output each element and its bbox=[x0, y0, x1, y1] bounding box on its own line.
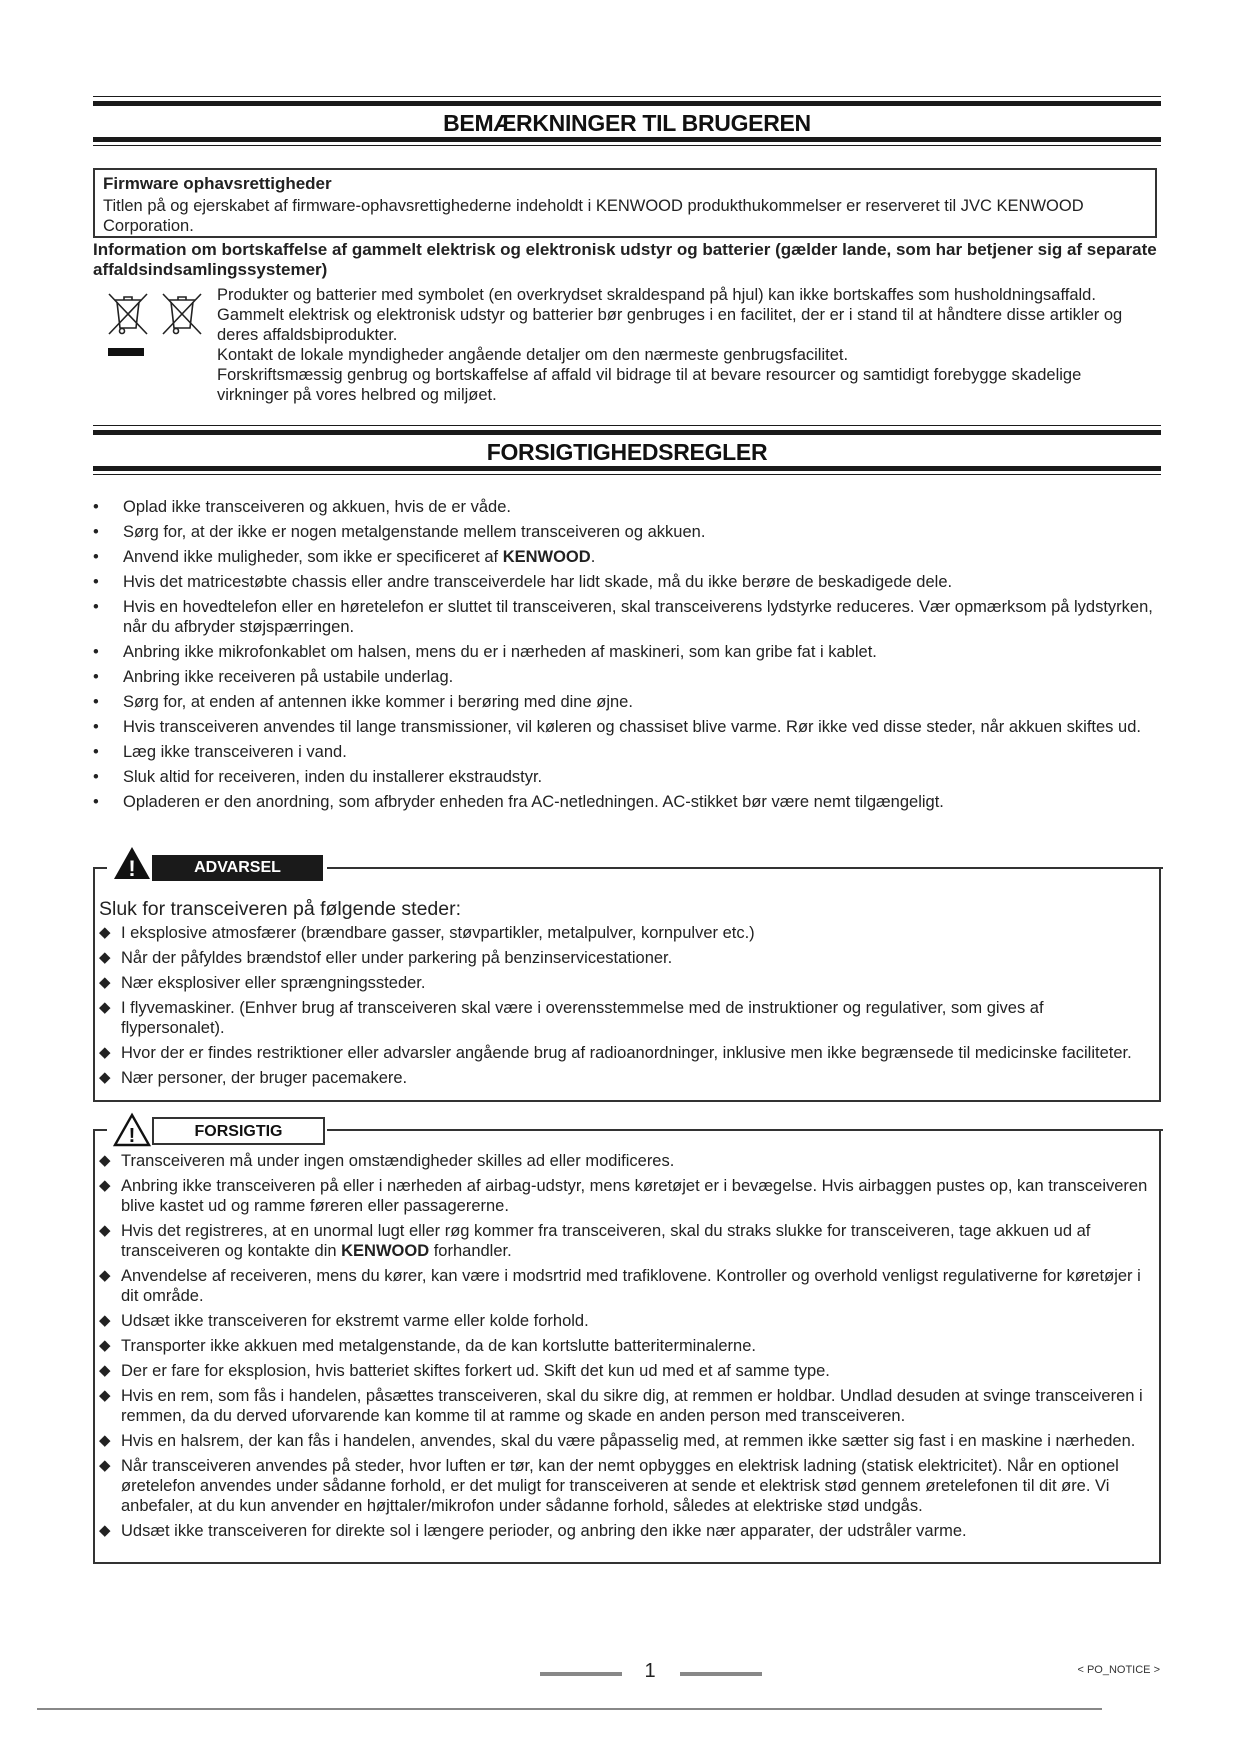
warning-triangle-icon bbox=[112, 845, 152, 881]
list-item bbox=[93, 717, 1161, 737]
bullet-symbol: • bbox=[93, 523, 99, 541]
list-item bbox=[99, 1068, 1149, 1088]
list-item bbox=[93, 742, 1161, 762]
diamond-bullet: ◆ bbox=[99, 1337, 111, 1354]
list-item bbox=[93, 767, 1161, 787]
caution-glyph: ! bbox=[128, 1125, 136, 1147]
warning-box-top-left bbox=[93, 867, 107, 869]
list-item-text: Oplad ikke transceiveren og akkuen, hvis de er våde. bbox=[123, 498, 511, 516]
list-item-text: Udsæt ikke transceiveren for direkte sol i længere perioder, og anbring den ikke nær apparater, der udstråler varme. bbox=[121, 1522, 967, 1540]
brand-name: KENWOOD bbox=[502, 548, 591, 566]
disposal-body bbox=[217, 285, 1157, 405]
warning-content bbox=[99, 897, 1149, 1093]
disposal-title: Information om bortskaffelse af gammelt elektrisk og elektronisk udstyr og batterier (gælder lande, som har betjener sig af separate affaldsindsamlingssystemer) bbox=[93, 240, 1157, 279]
list-item bbox=[99, 1386, 1149, 1426]
diamond-bullet: ◆ bbox=[99, 949, 111, 966]
footer-bar-right bbox=[680, 1672, 762, 1676]
weee-symbols bbox=[103, 288, 213, 358]
top-rule-thick bbox=[93, 101, 1161, 106]
diamond-bullet: ◆ bbox=[99, 1222, 111, 1239]
warning-label: ADVARSEL bbox=[152, 855, 323, 881]
precautions-rule-thick-bottom bbox=[93, 466, 1161, 471]
notice-code: < PO_NOTICE > bbox=[1077, 1664, 1160, 1676]
list-item-text: Anbring ikke transceiveren på eller i nærheden af airbag-udstyr, mens køretøjet er i bevægelse. Hvis airbaggen pustes op, kan transceiveren blive kastet ud og ramme føreren eller passagererne. bbox=[121, 1177, 1148, 1215]
list-item-text: Sørg for, at der ikke er nogen metalgenstande mellem transceiveren og akkuen. bbox=[123, 523, 706, 541]
bullet-symbol: • bbox=[93, 668, 99, 686]
diamond-bullet: ◆ bbox=[99, 974, 111, 991]
precautions-rule-thin-top bbox=[93, 425, 1161, 426]
top-rule-thin bbox=[93, 96, 1161, 97]
diamond-bullet: ◆ bbox=[99, 1522, 111, 1539]
list-item bbox=[93, 692, 1161, 712]
bullet-symbol: • bbox=[93, 498, 99, 516]
list-item bbox=[99, 1266, 1149, 1306]
precautions-rule-thin-bottom bbox=[93, 474, 1161, 475]
disposal-paragraph: Gammelt elektrisk og elektronisk udstyr og batterier bør genbruges i en facilitet, der er i stand til at håndtere disse artikler og deres affaldsbiprodukter. bbox=[217, 306, 1123, 344]
list-item-text: Sluk altid for receiveren, inden du installerer ekstraudstyr. bbox=[123, 768, 543, 786]
list-item bbox=[99, 1361, 1149, 1381]
page-number: 1 bbox=[644, 1660, 656, 1682]
list-item-text: Anvend ikke muligheder, som ikke er specificeret af bbox=[123, 548, 503, 566]
disposal-paragraph: Kontakt de lokale myndigheder angående detaljer om den nærmeste genbrugsfacilitet. bbox=[217, 346, 849, 364]
list-item-text: Læg ikke transceiveren i vand. bbox=[123, 743, 347, 761]
disposal-paragraph: Produkter og batterier med symbolet (en overkrydset skraldespand på hjul) kan ikke bortskaffes som husholdningsaffald. bbox=[217, 286, 1096, 304]
list-item-text: Hvor der er findes restriktioner eller advarsler angående brug af radioanordninger, inklusive men ikke begrænsede til medicinske faciliteter. bbox=[121, 1044, 1132, 1062]
list-item-text: Opladeren er den anordning, som afbryder enheden fra AC-netledningen. AC-stikket bør være nemt tilgængeligt. bbox=[123, 793, 944, 811]
bullet-symbol: • bbox=[93, 793, 99, 811]
list-item bbox=[99, 1176, 1149, 1216]
list-item-text: Hvis det matricestøbte chassis eller andre transceiverdele har lidt skade, må du ikke berøre de beskadigede dele. bbox=[123, 573, 953, 591]
caution-label: FORSIGTIG bbox=[152, 1117, 325, 1145]
diamond-bullet: ◆ bbox=[99, 1267, 111, 1284]
list-item-text: Sørg for, at enden af antennen ikke kommer i berøring med dine øjne. bbox=[123, 693, 633, 711]
caution-triangle-icon bbox=[112, 1112, 152, 1148]
list-item-text: Der er fare for eksplosion, hvis batteriet skiftes forkert ud. Skift det kun ud med et af samme type. bbox=[121, 1362, 830, 1380]
list-item-text: Anbring ikke receiveren på ustabile underlag. bbox=[123, 668, 454, 686]
warning-intro: Sluk for transceiveren på følgende steder: bbox=[99, 898, 462, 920]
list-item bbox=[93, 572, 1161, 592]
list-item bbox=[93, 792, 1161, 812]
precautions-rule-thick-top bbox=[93, 430, 1161, 435]
list-item bbox=[99, 1221, 1149, 1261]
list-item bbox=[93, 597, 1161, 637]
bullet-symbol: • bbox=[93, 718, 99, 736]
list-item bbox=[93, 547, 1161, 567]
bullet-symbol: • bbox=[93, 548, 99, 566]
diamond-bullet: ◆ bbox=[99, 1387, 111, 1404]
caution-box-top-left bbox=[93, 1129, 107, 1131]
warning-glyph: ! bbox=[128, 856, 136, 881]
list-item bbox=[99, 1336, 1149, 1356]
list-item-text: Når transceiveren anvendes på steder, hvor luften er tør, kan der nemt opbygges en elektrisk ladning (statisk elektricitet). Når en optionel øretelefon anvendes under sådanne forhold, er det muligt for transceiveren at sende et elektrisk stød gennem øretelefonen til dit øre. Vi anbefaler, at du kun anvender en højttaler/mikrofon under sådanne forhold, således at elektriske stød undgås. bbox=[121, 1457, 1119, 1515]
disposal-paragraph: Forskriftsmæssig genbrug og bortskaffelse af affald vil bidrage til at bevare resourcer og samtidigt forebygge skadelige virkninger på vores helbred og miljøet. bbox=[217, 366, 1082, 404]
list-item-text: I eksplosive atmosfærer (brændbare gasser, støvpartikler, metalpulver, kornpulver etc.) bbox=[121, 924, 755, 942]
list-item-text: Nær personer, der bruger pacemakere. bbox=[121, 1069, 408, 1087]
list-item bbox=[99, 1311, 1149, 1331]
list-item bbox=[93, 522, 1161, 542]
list-item-text: forhandler. bbox=[429, 1242, 512, 1260]
list-item-text: Hvis en rem, som fås i handelen, påsættes transceiveren, skal du sikre dig, at remmen er holdbar. Undlad desuden at svinge transceiveren i remmen, da du derved uforvarende kan komme til at ramme og skade en anden person med transceiveren. bbox=[121, 1387, 1143, 1425]
list-item-text: Hvis en halsrem, der kan fås i handelen, anvendes, skal du være påpasselig med, at remmen ikke sætter sig fast i en maskine i nærheden. bbox=[121, 1432, 1136, 1450]
warning-list bbox=[99, 923, 1149, 1088]
list-item-text: Anvendelse af receiveren, mens du kører, kan være i modsrtrid med trafiklovene. Kontroller og overhold venligst regulativerne for køretøjer i dit område. bbox=[121, 1267, 1141, 1305]
crossed-bin-icon bbox=[103, 288, 213, 358]
caution-content bbox=[99, 1151, 1149, 1546]
warning-box-top-right bbox=[327, 867, 1163, 869]
diamond-bullet: ◆ bbox=[99, 1177, 111, 1194]
caution-box-top-right bbox=[327, 1129, 1163, 1131]
list-item-text: Hvis en hovedtelefon eller en høretelefon er sluttet til transceiveren, skal transceiverens lydstyrke reduceres. Vær opmærksom på lydstyrken, når du afbryder støjspærringen. bbox=[123, 598, 1153, 636]
notes-rule-thin bbox=[93, 145, 1161, 146]
notes-section-title: BEMÆRKNINGER TIL BRUGEREN bbox=[443, 110, 811, 136]
list-item-text: Når der påfyldes brændstof eller under parkering på benzinservicestationer. bbox=[121, 949, 673, 967]
list-item bbox=[99, 923, 1149, 943]
list-item-text: Udsæt ikke transceiveren for ekstremt varme eller kolde forhold. bbox=[121, 1312, 589, 1330]
list-item bbox=[99, 1043, 1149, 1063]
caution-box bbox=[93, 1131, 1161, 1564]
list-item bbox=[99, 1521, 1149, 1541]
diamond-bullet: ◆ bbox=[99, 999, 111, 1016]
footer-bar-left bbox=[540, 1672, 622, 1676]
warning-box bbox=[93, 869, 1161, 1102]
list-item-text: Hvis transceiveren anvendes til lange transmissioner, vil køleren og chassiset blive varme. Rør ikke ved disse steder, når akkuen skiftes ud. bbox=[123, 718, 1141, 736]
diamond-bullet: ◆ bbox=[99, 1044, 111, 1061]
list-item-text: Transporter ikke akkuen med metalgenstande, da de kan kortslutte batteriterminalerne. bbox=[121, 1337, 756, 1355]
bullet-symbol: • bbox=[93, 768, 99, 786]
list-item bbox=[99, 998, 1149, 1038]
list-item bbox=[99, 973, 1149, 993]
list-item-text: . bbox=[590, 548, 596, 566]
list-item bbox=[99, 948, 1149, 968]
diamond-bullet: ◆ bbox=[99, 1152, 111, 1169]
caution-list bbox=[99, 1151, 1149, 1541]
bullet-symbol: • bbox=[93, 693, 99, 711]
notes-rule-thick bbox=[93, 137, 1161, 142]
precautions-section-title: FORSIGTIGHEDSREGLER bbox=[486, 439, 768, 465]
diamond-bullet: ◆ bbox=[99, 924, 111, 941]
bullet-symbol: • bbox=[93, 598, 99, 616]
bullet-symbol: • bbox=[93, 743, 99, 761]
list-item-text: I flyvemaskiner. (Enhver brug af transceiveren skal være i overensstemmelse med de instruktioner og regulativer, som gives af flypersonalet). bbox=[121, 999, 1044, 1037]
diamond-bullet: ◆ bbox=[99, 1432, 111, 1449]
firmware-title: Firmware ophavsrettigheder bbox=[103, 174, 332, 193]
list-item bbox=[99, 1456, 1149, 1516]
diamond-bullet: ◆ bbox=[99, 1312, 111, 1329]
list-item bbox=[99, 1431, 1149, 1451]
firmware-box bbox=[93, 168, 1157, 238]
list-item-text: Anbring ikke mikrofonkablet om halsen, mens du er i nærheden af maskineri, som kan gribe fat i kablet. bbox=[123, 643, 877, 661]
list-item bbox=[93, 497, 1161, 517]
bullet-symbol: • bbox=[93, 643, 99, 661]
list-item bbox=[99, 1151, 1149, 1171]
diamond-bullet: ◆ bbox=[99, 1362, 111, 1379]
list-item-text: Transceiveren må under ingen omstændigheder skilles ad eller modificeres. bbox=[121, 1152, 675, 1170]
list-item bbox=[93, 642, 1161, 662]
list-item-text: Nær eksplosiver eller sprængningssteder. bbox=[121, 974, 426, 992]
bottom-line bbox=[37, 1708, 1102, 1710]
firmware-text: Titlen på og ejerskabet af firmware-ophavsrettighederne indeholdt i KENWOOD produkthukommelser er reserveret til JVC KENWOOD Corporation. bbox=[103, 197, 1084, 235]
brand-name: KENWOOD bbox=[341, 1242, 430, 1260]
bullet-symbol: • bbox=[93, 573, 99, 591]
list-item bbox=[93, 667, 1161, 687]
precautions-list bbox=[93, 497, 1161, 817]
list-item-text: Hvis det registreres, at en unormal lugt eller røg kommer fra transceiveren, skal du straks slukke for transceiveren, tage akkuen ud af transceiveren og kontakte din bbox=[121, 1222, 1091, 1260]
diamond-bullet: ◆ bbox=[99, 1069, 111, 1086]
diamond-bullet: ◆ bbox=[99, 1457, 111, 1474]
